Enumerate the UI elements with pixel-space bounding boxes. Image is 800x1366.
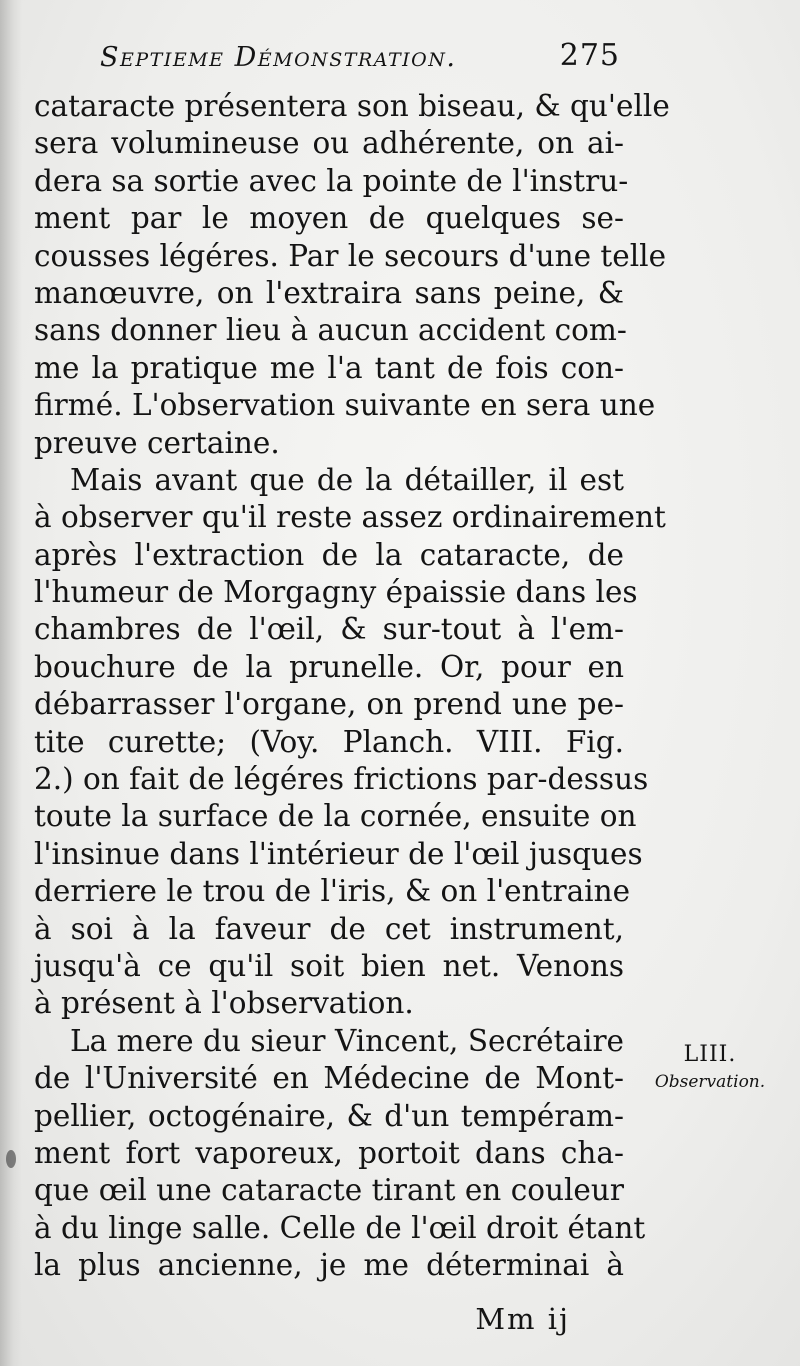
text-line: firmé. L'observation suivante en sera une [34, 388, 656, 423]
text-line: ment par le moyen de quelques se- [34, 201, 624, 236]
text-line: dera sa sortie avec la pointe de l'instru- [34, 163, 629, 198]
text-line: l'insinue dans l'intérieur de l'œil jusques [34, 836, 643, 871]
observation-number: LIII. [683, 1042, 737, 1067]
text-line: me la pratique me l'a tant de fois con- [34, 350, 624, 385]
text-line: ment fort vaporeux, portoit dans cha- [34, 1135, 624, 1170]
text-line: à du linge salle. Celle de l'œil droit étant [34, 1210, 646, 1245]
body-text [34, 88, 670, 1285]
running-head: Septieme Démonstration. [100, 42, 457, 73]
text-line: 2.) on fait de légéres frictions par-dessus [34, 762, 649, 797]
text-line: derriere le trou de l'iris, & on l'entraine [34, 874, 631, 909]
ink-speck [6, 1150, 16, 1168]
text-line: à soi à la faveur de cet instrument, [34, 911, 624, 946]
page-number: 275 [559, 38, 620, 73]
paragraph-start-line: Mais avant que de la détailler, il est [70, 462, 624, 497]
signature-mark: Mm ij [475, 1302, 570, 1336]
marginal-note [640, 1040, 780, 1094]
text-line: preuve certaine. [34, 425, 280, 460]
text-line: la plus ancienne, je me déterminai à [34, 1248, 624, 1283]
text-line: cousses légéres. Par le secours d'une telle [34, 238, 667, 273]
text-line: sera volumineuse ou adhérente, on ai- [34, 126, 624, 161]
text-line: bouchure de la prunelle. Or, pour en [34, 649, 624, 684]
text-line: l'humeur de Morgagny épaissie dans les [34, 575, 638, 610]
paragraph-start-line: La mere du sieur Vincent, Secrétaire [70, 1023, 624, 1058]
page-header [100, 38, 620, 88]
text-line: que œil une cataracte tirant en couleur [34, 1173, 624, 1208]
text-line: après l'extraction de la cataracte, de [34, 537, 624, 572]
text-line: jusqu'à ce qu'il soit bien net. Venons [34, 948, 624, 983]
text-line: sans donner lieu à aucun accident com- [34, 313, 627, 348]
text-line: à présent à l'observation. [34, 986, 414, 1021]
text-line: débarrasser l'organe, on prend une pe- [34, 687, 624, 722]
text-line: à observer qu'il reste assez ordinairement [34, 500, 666, 535]
text-line: de l'Université en Médecine de Mont- [34, 1061, 624, 1096]
text-line: pellier, octogénaire, & d'un tempéram- [34, 1098, 624, 1133]
text-line: chambres de l'œil, & sur-tout à l'em- [34, 612, 624, 647]
text-line: cataracte présentera son biseau, & qu'elle [34, 89, 670, 123]
text-line: toute la surface de la cornée, ensuite on [34, 799, 637, 834]
text-line: manœuvre, on l'extraira sans peine, & [34, 275, 624, 310]
observation-label: Observation. [654, 1072, 766, 1092]
text-line: tite curette; (Voy. Planch. VIII. Fig. [34, 724, 624, 759]
